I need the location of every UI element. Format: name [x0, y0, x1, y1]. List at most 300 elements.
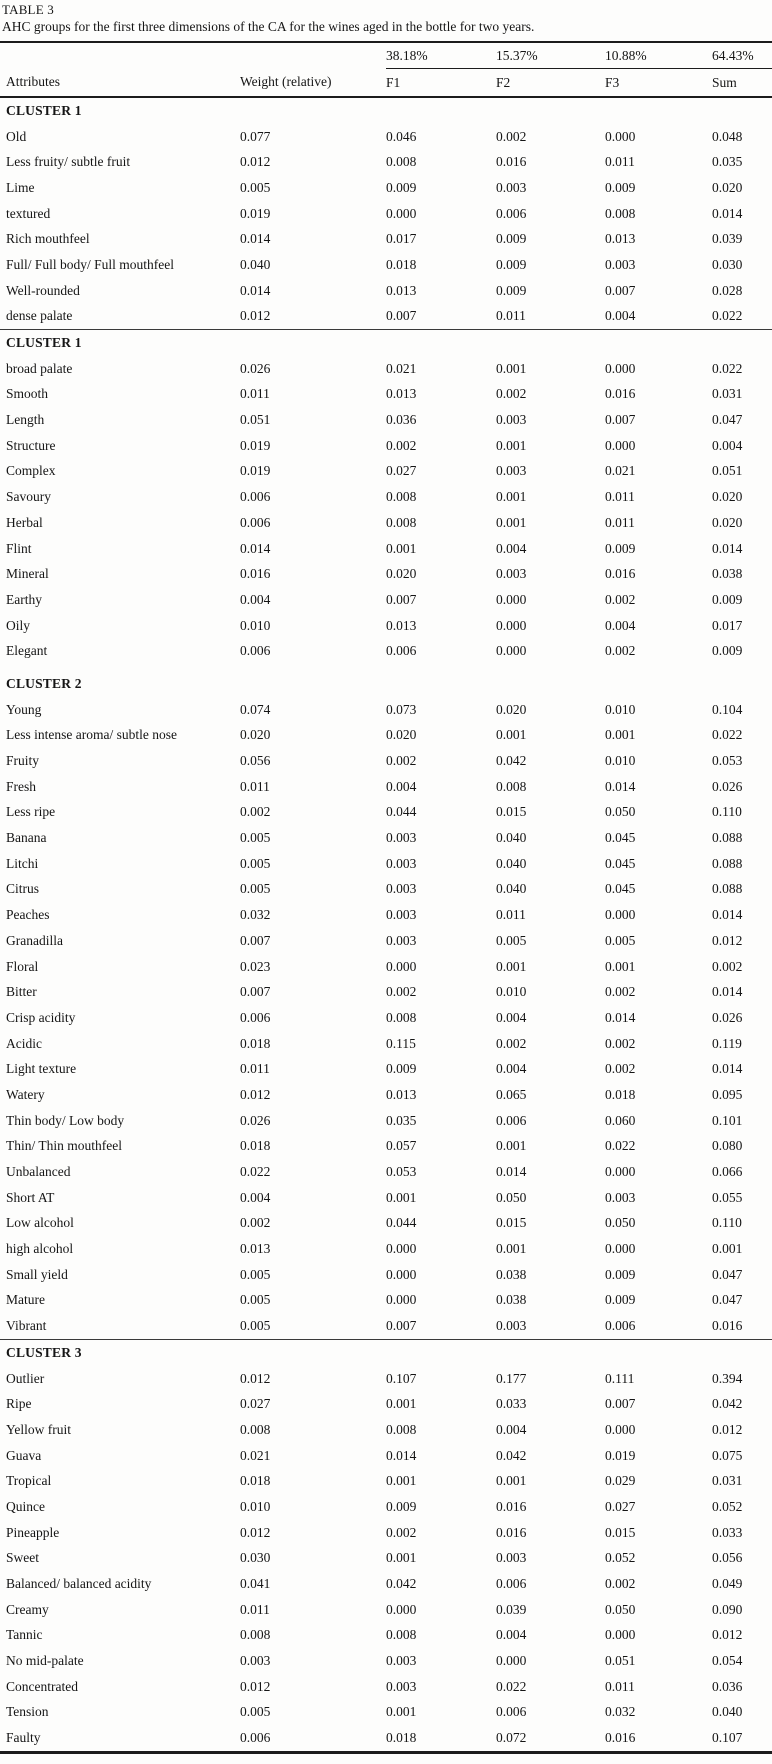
value-cell: 0.049 [712, 1576, 743, 1592]
attribute-cell: Herbal [6, 514, 43, 530]
value-cell: 0.050 [605, 1215, 636, 1231]
value-cell: 0.101 [712, 1112, 743, 1128]
value-cell: 0.000 [496, 1653, 527, 1669]
value-cell: 0.110 [712, 804, 742, 820]
value-cell: 0.004 [605, 308, 636, 324]
attribute-cell: Mature [6, 1292, 45, 1308]
value-cell: 0.007 [240, 984, 271, 1000]
value-cell: 0.003 [605, 256, 636, 272]
value-cell: 0.014 [240, 540, 271, 556]
attribute-cell: high alcohol [6, 1241, 74, 1257]
value-cell: 0.035 [386, 1112, 417, 1128]
table-row [0, 954, 772, 980]
value-cell: 0.016 [605, 566, 636, 582]
value-cell: 0.026 [240, 1112, 271, 1128]
attribute-cell: Tannic [6, 1627, 43, 1643]
value-cell: 0.011 [496, 308, 526, 324]
value-cell: 0.013 [386, 282, 417, 298]
value-cell: 0.012 [240, 1370, 271, 1386]
value-cell: 0.020 [712, 179, 743, 195]
col-header-f3: F3 [605, 69, 712, 98]
table-row [0, 1468, 772, 1494]
value-cell: 0.000 [386, 1266, 417, 1282]
value-cell: 0.012 [240, 1086, 271, 1102]
value-cell: 0.031 [712, 386, 743, 402]
value-cell: 0.017 [712, 617, 743, 633]
value-cell: 0.011 [496, 907, 526, 923]
value-cell: 0.000 [496, 617, 527, 633]
table-row [0, 1185, 772, 1211]
value-cell: 0.003 [386, 881, 417, 897]
value-cell: 0.000 [605, 1421, 636, 1437]
table-row [0, 1700, 772, 1726]
value-cell: 0.009 [496, 256, 527, 272]
value-cell: 0.004 [605, 617, 636, 633]
value-cell: 0.090 [712, 1601, 743, 1617]
attribute-cell: Structure [6, 437, 56, 453]
value-cell: 0.036 [712, 1678, 743, 1694]
value-cell: 0.001 [386, 1473, 417, 1489]
table-row [0, 382, 772, 408]
value-cell: 0.014 [712, 1061, 743, 1077]
value-cell: 0.045 [605, 855, 636, 871]
value-cell: 0.002 [386, 984, 417, 1000]
value-cell: 0.012 [240, 154, 271, 170]
value-cell: 0.002 [605, 1061, 636, 1077]
value-cell: 0.002 [605, 1576, 636, 1592]
value-cell: 0.001 [712, 1241, 743, 1257]
table-row [0, 124, 772, 150]
attribute-cell: Less intense aroma/ subtle nose [6, 727, 177, 743]
table-row [0, 561, 772, 587]
value-cell: 0.074 [240, 701, 271, 717]
value-cell: 0.080 [712, 1138, 743, 1154]
value-cell: 0.026 [240, 360, 271, 376]
value-cell: 0.010 [496, 984, 527, 1000]
attribute-cell: Tropical [6, 1473, 52, 1489]
variance-spacer [0, 42, 240, 69]
value-cell: 0.013 [605, 231, 636, 247]
value-cell: 0.177 [496, 1370, 527, 1386]
value-cell: 0.042 [386, 1576, 417, 1592]
value-cell: 0.018 [240, 1035, 271, 1051]
value-cell: 0.016 [605, 1730, 636, 1746]
value-cell: 0.003 [496, 412, 527, 428]
attribute-cell: Acidic [6, 1035, 42, 1051]
value-cell: 0.018 [240, 1473, 271, 1489]
value-cell: 0.016 [240, 566, 271, 582]
attribute-cell: Guava [6, 1447, 42, 1463]
table-row [0, 1725, 772, 1752]
value-cell: 0.035 [712, 154, 743, 170]
value-cell: 0.010 [240, 617, 271, 633]
value-cell: 0.011 [240, 1601, 270, 1617]
value-cell: 0.009 [386, 1061, 417, 1077]
value-cell: 0.022 [605, 1138, 636, 1154]
value-cell: 0.000 [386, 205, 417, 221]
value-cell: 0.033 [712, 1524, 743, 1540]
value-cell: 0.022 [712, 360, 743, 376]
value-cell: 0.001 [386, 540, 417, 556]
value-cell: 0.013 [240, 1241, 271, 1257]
table-label: TABLE 3 [2, 2, 54, 17]
attribute-cell: Thin body/ Low body [6, 1112, 125, 1128]
value-cell: 0.008 [386, 1421, 417, 1437]
attribute-cell: Light texture [6, 1061, 77, 1077]
value-cell: 0.066 [712, 1164, 743, 1180]
value-cell: 0.004 [496, 1627, 527, 1643]
value-cell: 0.014 [605, 778, 636, 794]
value-cell: 0.050 [605, 1601, 636, 1617]
value-cell: 0.014 [712, 540, 743, 556]
attribute-cell: Fruity [6, 753, 40, 769]
value-cell: 0.072 [496, 1730, 527, 1746]
col-header-sum: Sum [712, 69, 772, 98]
col-header-f2: F2 [496, 69, 605, 98]
table-row [0, 226, 772, 252]
table-row [0, 1391, 772, 1417]
attribute-cell: textured [6, 205, 51, 221]
value-cell: 0.000 [605, 128, 636, 144]
value-cell: 0.107 [386, 1370, 417, 1386]
attribute-cell: Short AT [6, 1189, 55, 1205]
value-cell: 0.008 [240, 1627, 271, 1643]
value-cell: 0.008 [386, 154, 417, 170]
table-row [0, 825, 772, 851]
value-cell: 0.019 [240, 463, 271, 479]
attribute-cell: Litchi [6, 855, 39, 871]
cluster-header-row [0, 1340, 772, 1366]
value-cell: 0.002 [712, 958, 743, 974]
value-cell: 0.001 [386, 1704, 417, 1720]
value-cell: 0.003 [386, 907, 417, 923]
value-cell: 0.046 [386, 128, 417, 144]
value-cell: 0.056 [240, 753, 271, 769]
value-cell: 0.038 [496, 1266, 527, 1282]
value-cell: 0.011 [240, 778, 270, 794]
value-cell: 0.001 [496, 437, 527, 453]
cluster-header: CLUSTER 3 [0, 1340, 772, 1366]
value-cell: 0.003 [386, 1678, 417, 1694]
value-cell: 0.003 [496, 566, 527, 582]
value-cell: 0.032 [240, 907, 271, 923]
value-cell: 0.088 [712, 855, 743, 871]
value-cell: 0.040 [496, 855, 527, 871]
attribute-cell: Oily [6, 617, 31, 633]
table-row [0, 1571, 772, 1597]
value-cell: 0.028 [712, 282, 743, 298]
value-cell: 0.002 [605, 1035, 636, 1051]
column-header-row [0, 69, 772, 98]
attribute-cell: Faulty [6, 1730, 41, 1746]
value-cell: 0.004 [496, 1421, 527, 1437]
attribute-cell: Old [6, 128, 27, 144]
table-row [0, 1031, 772, 1057]
value-cell: 0.006 [386, 643, 417, 659]
value-cell: 0.011 [240, 386, 270, 402]
attribute-cell: Floral [6, 958, 39, 974]
attribute-cell: Lime [6, 179, 35, 195]
table-row [0, 356, 772, 382]
value-cell: 0.005 [240, 1266, 271, 1282]
table-row [0, 877, 772, 903]
attribute-cell: Bitter [6, 984, 37, 1000]
value-cell: 0.013 [386, 386, 417, 402]
value-cell: 0.057 [386, 1138, 417, 1154]
value-cell: 0.019 [240, 437, 271, 453]
value-cell: 0.000 [605, 1164, 636, 1180]
variance-sum: 64.43% [712, 42, 772, 69]
value-cell: 0.115 [386, 1035, 416, 1051]
value-cell: 0.006 [240, 1009, 271, 1025]
value-cell: 0.014 [240, 282, 271, 298]
value-cell: 0.000 [386, 1601, 417, 1617]
value-cell: 0.006 [240, 514, 271, 530]
value-cell: 0.003 [240, 1653, 271, 1669]
value-cell: 0.003 [605, 1189, 636, 1205]
table-row [0, 638, 772, 664]
value-cell: 0.104 [712, 701, 743, 717]
table-row [0, 1288, 772, 1314]
table-row [0, 800, 772, 826]
attribute-cell: Low alcohol [6, 1215, 74, 1231]
value-cell: 0.008 [386, 489, 417, 505]
table-row [0, 1159, 772, 1185]
value-cell: 0.000 [496, 591, 527, 607]
value-cell: 0.002 [386, 1524, 417, 1540]
value-cell: 0.040 [496, 830, 527, 846]
value-cell: 0.018 [386, 1730, 417, 1746]
value-cell: 0.010 [605, 701, 636, 717]
value-cell: 0.027 [386, 463, 417, 479]
value-cell: 0.011 [605, 1678, 635, 1694]
value-cell: 0.005 [240, 1318, 271, 1334]
attribute-cell: Small yield [6, 1266, 68, 1282]
value-cell: 0.016 [496, 154, 527, 170]
attribute-cell: Earthy [6, 591, 42, 607]
value-cell: 0.002 [240, 804, 271, 820]
attribute-cell: Banana [6, 830, 47, 846]
value-cell: 0.015 [605, 1524, 636, 1540]
value-cell: 0.009 [496, 282, 527, 298]
attribute-cell: Rich mouthfeel [6, 231, 90, 247]
value-cell: 0.077 [240, 128, 271, 144]
value-cell: 0.006 [240, 489, 271, 505]
value-cell: 0.042 [496, 1447, 527, 1463]
value-cell: 0.007 [605, 1396, 636, 1412]
value-cell: 0.006 [496, 1576, 527, 1592]
attribute-cell: Yellow fruit [6, 1421, 72, 1437]
table-row [0, 1366, 772, 1392]
value-cell: 0.004 [240, 1189, 271, 1205]
value-cell: 0.045 [605, 881, 636, 897]
value-cell: 0.011 [605, 489, 635, 505]
value-cell: 0.016 [496, 1498, 527, 1514]
value-cell: 0.060 [605, 1112, 636, 1128]
variance-spacer [240, 42, 386, 69]
value-cell: 0.008 [496, 778, 527, 794]
attribute-cell: Fresh [6, 778, 36, 794]
cluster-header-row [0, 330, 772, 356]
table-row [0, 433, 772, 459]
value-cell: 0.013 [386, 617, 417, 633]
table-row [0, 613, 772, 639]
col-header-weight: Weight (relative) [240, 69, 386, 98]
value-cell: 0.073 [386, 701, 417, 717]
value-cell: 0.041 [240, 1576, 271, 1592]
value-cell: 0.018 [605, 1086, 636, 1102]
value-cell: 0.000 [386, 1292, 417, 1308]
value-cell: 0.018 [240, 1138, 271, 1154]
value-cell: 0.014 [712, 205, 743, 221]
value-cell: 0.050 [496, 1189, 527, 1205]
value-cell: 0.011 [605, 514, 635, 530]
table-row [0, 748, 772, 774]
table-row [0, 1623, 772, 1649]
value-cell: 0.018 [386, 256, 417, 272]
value-cell: 0.000 [605, 437, 636, 453]
attribute-cell: broad palate [6, 360, 73, 376]
table-row [0, 201, 772, 227]
value-cell: 0.042 [712, 1396, 743, 1412]
value-cell: 0.016 [712, 1318, 743, 1334]
value-cell: 0.000 [386, 958, 417, 974]
value-cell: 0.001 [605, 727, 636, 743]
attribute-cell: Length [6, 412, 45, 428]
table-row [0, 979, 772, 1005]
value-cell: 0.007 [386, 308, 417, 324]
value-cell: 0.015 [496, 804, 527, 820]
table-row [0, 1005, 772, 1031]
value-cell: 0.021 [605, 463, 636, 479]
value-cell: 0.006 [496, 205, 527, 221]
value-cell: 0.008 [386, 1009, 417, 1025]
table-caption: AHC groups for the first three dimensions of the CA for the wines aged in the bottle for two years. [2, 19, 535, 34]
value-cell: 0.056 [712, 1550, 743, 1566]
value-cell: 0.014 [712, 984, 743, 1000]
value-cell: 0.003 [386, 855, 417, 871]
value-cell: 0.052 [712, 1498, 743, 1514]
value-cell: 0.107 [712, 1730, 743, 1746]
value-cell: 0.003 [496, 1550, 527, 1566]
table-row [0, 1108, 772, 1134]
value-cell: 0.002 [496, 1035, 527, 1051]
attribute-cell: Mineral [6, 566, 49, 582]
value-cell: 0.001 [496, 727, 527, 743]
table-row [0, 304, 772, 330]
value-cell: 0.002 [605, 591, 636, 607]
value-cell: 0.020 [712, 514, 743, 530]
table-row [0, 278, 772, 304]
value-cell: 0.005 [240, 1704, 271, 1720]
value-cell: 0.021 [240, 1447, 271, 1463]
value-cell: 0.038 [712, 566, 743, 582]
value-cell: 0.001 [386, 1189, 417, 1205]
value-cell: 0.020 [386, 727, 417, 743]
value-cell: 0.001 [496, 360, 527, 376]
value-cell: 0.007 [386, 1318, 417, 1334]
attribute-cell: Granadilla [6, 932, 63, 948]
value-cell: 0.012 [712, 932, 743, 948]
attribute-cell: Quince [6, 1498, 45, 1514]
value-cell: 0.029 [605, 1473, 636, 1489]
value-cell: 0.001 [496, 514, 527, 530]
attribute-cell: Outlier [6, 1370, 45, 1386]
table-row [0, 697, 772, 723]
attribute-cell: Citrus [6, 881, 40, 897]
value-cell: 0.052 [605, 1550, 636, 1566]
value-cell: 0.006 [605, 1318, 636, 1334]
attribute-cell: Unbalanced [6, 1164, 71, 1180]
table-row [0, 1674, 772, 1700]
value-cell: 0.006 [496, 1704, 527, 1720]
value-cell: 0.017 [386, 231, 417, 247]
value-cell: 0.053 [386, 1164, 417, 1180]
attribute-cell: Peaches [6, 907, 50, 923]
cluster-header: CLUSTER 2 [6, 675, 82, 691]
value-cell: 0.026 [712, 778, 743, 794]
attribute-cell: Full/ Full body/ Full mouthfeel [6, 256, 175, 272]
value-cell: 0.001 [496, 1241, 527, 1257]
table-row [0, 1262, 772, 1288]
value-cell: 0.051 [712, 463, 743, 479]
table-row [0, 851, 772, 877]
value-cell: 0.001 [496, 1138, 527, 1154]
cluster-header-row [0, 97, 772, 124]
value-cell: 0.040 [240, 256, 271, 272]
value-cell: 0.002 [496, 386, 527, 402]
value-cell: 0.000 [496, 643, 527, 659]
variance-f3: 10.88% [605, 42, 712, 69]
value-cell: 0.003 [496, 463, 527, 479]
value-cell: 0.020 [712, 489, 743, 505]
value-cell: 0.047 [712, 1266, 743, 1282]
value-cell: 0.022 [712, 308, 743, 324]
value-cell: 0.004 [240, 591, 271, 607]
attribute-cell: Vibrant [6, 1318, 47, 1334]
value-cell: 0.040 [712, 1704, 743, 1720]
value-cell: 0.394 [712, 1370, 743, 1386]
attribute-cell: Concentrated [6, 1678, 78, 1694]
value-cell: 0.044 [386, 804, 417, 820]
value-cell: 0.014 [386, 1447, 417, 1463]
value-cell: 0.016 [605, 386, 636, 402]
col-header-f1: F1 [386, 69, 496, 98]
attribute-cell: Smooth [6, 386, 49, 402]
cluster-header: CLUSTER 1 [0, 330, 772, 356]
value-cell: 0.007 [240, 932, 271, 948]
table-row [0, 723, 772, 749]
value-cell: 0.044 [386, 1215, 417, 1231]
value-cell: 0.042 [496, 753, 527, 769]
value-cell: 0.004 [712, 437, 743, 453]
value-cell: 0.021 [386, 360, 417, 376]
value-cell: 0.022 [496, 1678, 527, 1694]
value-cell: 0.002 [386, 753, 417, 769]
value-cell: 0.004 [496, 1061, 527, 1077]
value-cell: 0.009 [496, 231, 527, 247]
value-cell: 0.010 [240, 1498, 271, 1514]
value-cell: 0.000 [605, 907, 636, 923]
value-cell: 0.051 [605, 1653, 636, 1669]
attribute-cell: Tension [6, 1704, 49, 1720]
value-cell: 0.011 [240, 1061, 270, 1077]
value-cell: 0.009 [386, 179, 417, 195]
value-cell: 0.036 [386, 412, 417, 428]
value-cell: 0.004 [386, 778, 417, 794]
table-row [0, 1597, 772, 1623]
ahc-table [0, 41, 772, 1754]
